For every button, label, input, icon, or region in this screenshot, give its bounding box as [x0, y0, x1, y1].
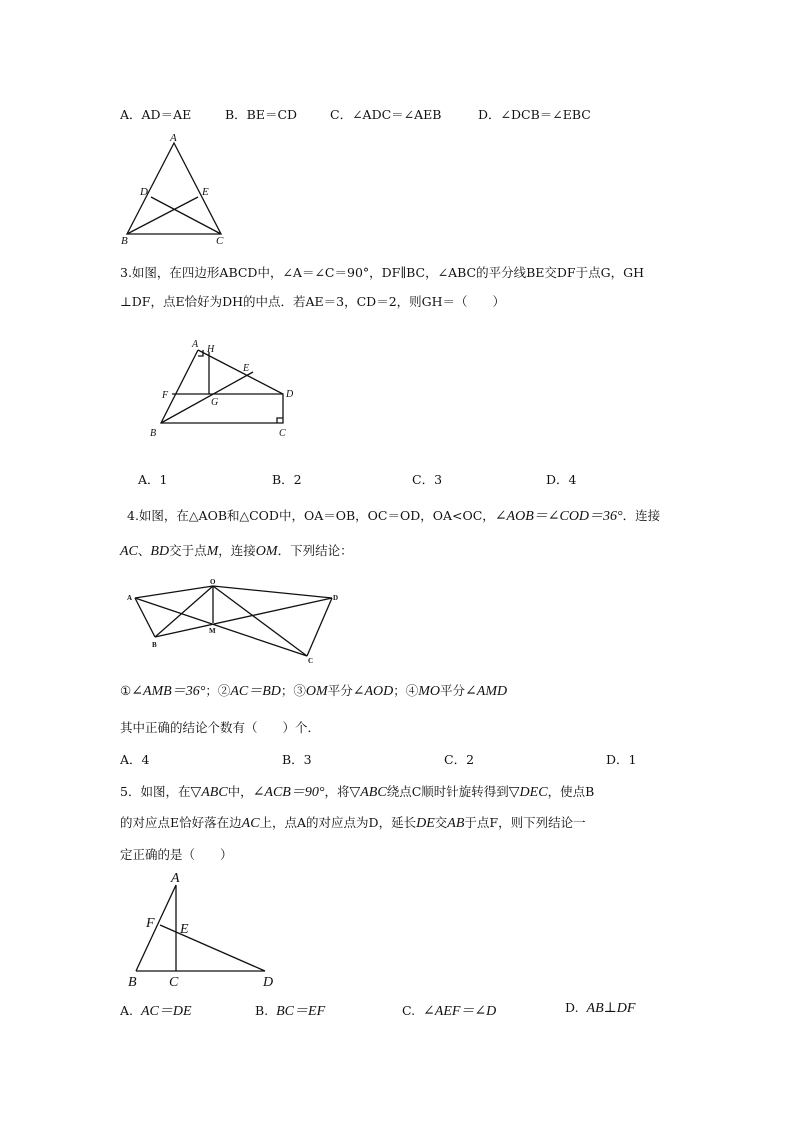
- q4-label-a: A: [127, 594, 133, 602]
- q4-option-a: A．4: [120, 752, 150, 767]
- q5-label-b: B: [128, 975, 137, 990]
- q5-label-a: A: [171, 871, 180, 886]
- q2-label-a: A: [170, 132, 177, 144]
- q2-label-e: E: [202, 186, 209, 198]
- q5-stem-line3: 定正确的是（ ）: [120, 847, 233, 862]
- q3-label-c: C: [279, 428, 286, 439]
- q3-option-a: A．1: [138, 472, 168, 487]
- q4-label-d: D: [333, 594, 339, 602]
- q5-label-e: E: [180, 922, 189, 937]
- q2-option-b: B．BE＝CD: [225, 107, 298, 122]
- q3-label-b: B: [150, 428, 157, 439]
- q2-option-a: A．AD＝AE: [120, 107, 192, 122]
- q3-label-a: A: [192, 339, 199, 350]
- q3-label-e: E: [243, 363, 250, 374]
- q5-option-c: C. ∠AEF＝∠D: [402, 1003, 497, 1019]
- q3-option-c: C．3: [412, 472, 443, 487]
- q4-label-c: C: [308, 657, 314, 665]
- q4-conclusions: ①∠AMB＝36°；②AC＝BD；③OM平分∠AOD；④MO平分∠AMD: [120, 683, 508, 699]
- q5-option-b: B. BC＝EF: [255, 1003, 326, 1019]
- q4-label-m: M: [209, 627, 216, 635]
- q5-label-c: C: [169, 975, 179, 990]
- q2-label-d: D: [140, 186, 148, 198]
- q2-option-c: C．∠ADC＝∠AEB: [330, 107, 442, 122]
- q3-option-d: D．4: [546, 472, 577, 487]
- q3-label-f: F: [162, 390, 169, 401]
- q4-question: 其中正确的结论个数有（ ）个．: [120, 720, 321, 735]
- q3-stem-line2: ⊥DF，点E恰好为DH的中点．若AE＝3，CD＝2，则GH＝（ ）: [120, 294, 506, 309]
- q4-stem-line2: AC、BD交于点M，连接OM．下列结论：: [120, 543, 353, 559]
- q2-label-c: C: [216, 235, 224, 247]
- q5-label-f: F: [146, 916, 155, 931]
- q5-label-d: D: [263, 975, 274, 990]
- q3-stem-line1: 3.如图，在四边形ABCD中，∠A＝∠C＝90°，DF∥BC，∠ABC的平分线BE交DF于点G，GH: [120, 265, 644, 280]
- q3-option-b: B．2: [272, 472, 302, 487]
- q4-stem-line1: 4.如图，在△AOB和△COD中，OA＝OB，OC＝OD，OA<OC，∠AOB＝∠COD＝36°．连接: [127, 508, 661, 524]
- q5-option-a: A. AC＝DE: [120, 1003, 192, 1019]
- q3-label-g: G: [211, 397, 219, 408]
- q5-option-d: D. AB⊥DF: [565, 1000, 636, 1016]
- q4-label-o: O: [210, 578, 216, 586]
- q5-stem-line1: 5．如图，在▽ABC中，∠ACB＝90°，将▽ABC绕点C顺时针旋转得到▽DEC，使点B: [120, 784, 595, 800]
- q4-option-d: D．1: [606, 752, 637, 767]
- q2-option-d: D．∠DCB＝∠EBC: [478, 107, 591, 122]
- q2-label-b: B: [121, 235, 128, 247]
- q4-option-c: C．2: [444, 752, 475, 767]
- q4-option-b: B．3: [282, 752, 312, 767]
- q4-label-b: B: [152, 641, 157, 649]
- q5-stem-line2: 的对应点E恰好落在边AC上，点A的对应点为D，延长DE交AB于点F，则下列结论一: [120, 815, 586, 831]
- q3-label-d: D: [286, 389, 294, 400]
- q3-label-h: H: [207, 344, 215, 355]
